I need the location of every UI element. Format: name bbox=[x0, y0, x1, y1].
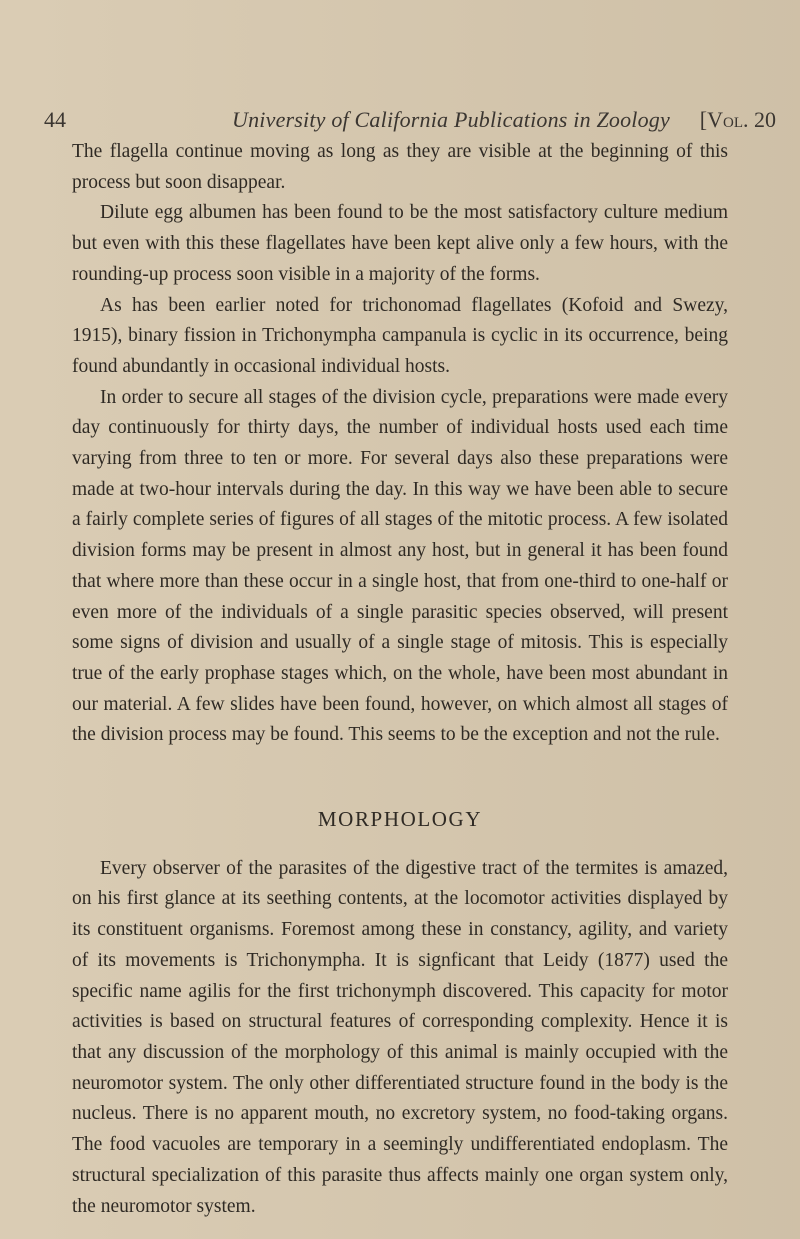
section-title: MORPHOLOGY bbox=[317, 807, 483, 832]
paragraph-3: As has been earlier noted for trichonomad flagellates (Kofoid and Swezy, 1915), binary fission in Trichonympha campanula is cyclic in its occurrence, being found abundantly in occasional individual hosts. bbox=[72, 294, 728, 377]
paragraph-4: In order to secure all stages of the division cycle, preparations were made every day continuously for thirty days, the number of individual hosts used each time varying from three to ten or more. For several days also these preparations were made at two-hour intervals during the day. In this way we have been able to secure a fairly complete series of figures of all stages of the mitotic process. A few isolated division forms may be present in almost any host, but in general it has been found that where more than these occur in a single host, that from one-third to one-half or even more of the individuals of a single parasitic species observed, will present some signs of division and usually of a single stage of mitosis. This is especially true of the early prophase stages which, on the whole, have been most abundant in our material. A few slides have been found, however, on which almost all stages of the division process may be found. This seems to be the exception and not the rule. bbox=[72, 386, 728, 746]
body-text bbox=[72, 137, 728, 1222]
paragraph-1: The flagella continue moving as long as they are visible at the beginning of this process but soon disappear. bbox=[72, 141, 728, 193]
paragraph-2: Dilute egg albumen has been found to be the most satisfactory culture medium but even with this these flagellates have been kept alive only a few hours, with the rounding-up process soon visible in a majority of the forms. bbox=[72, 202, 728, 285]
journal-title: University of California Publications in Zoology bbox=[232, 107, 670, 132]
page-number: 44 bbox=[44, 107, 66, 132]
volume-label: [Vol. 20 bbox=[699, 107, 776, 132]
paragraph-5: Every observer of the parasites of the digestive tract of the termites is amazed, on his first glance at its seething contents, at the locomotor activities displayed by its constituent organisms. Foremost among these in constancy, agility, and variety of its movements is Trichonympha. It is signficant that Leidy (1877) used the specific name agilis for the first trichonymph discovered. This capacity for motor activities is based on structural features of corresponding complexity. Hence it is that any discussion of the morphology of this animal is mainly occupied with the neuromotor system. The only other differentiated structure found in the body is the nucleus. There is no apparent mouth, no excretory system, no food-taking organs. The food vacuoles are temporary in a seemingly undifferentiated endoplasm. The structural specialization of this parasite thus affects mainly one organ system only, the neuromotor system. bbox=[72, 857, 728, 1217]
running-header bbox=[44, 100, 776, 140]
